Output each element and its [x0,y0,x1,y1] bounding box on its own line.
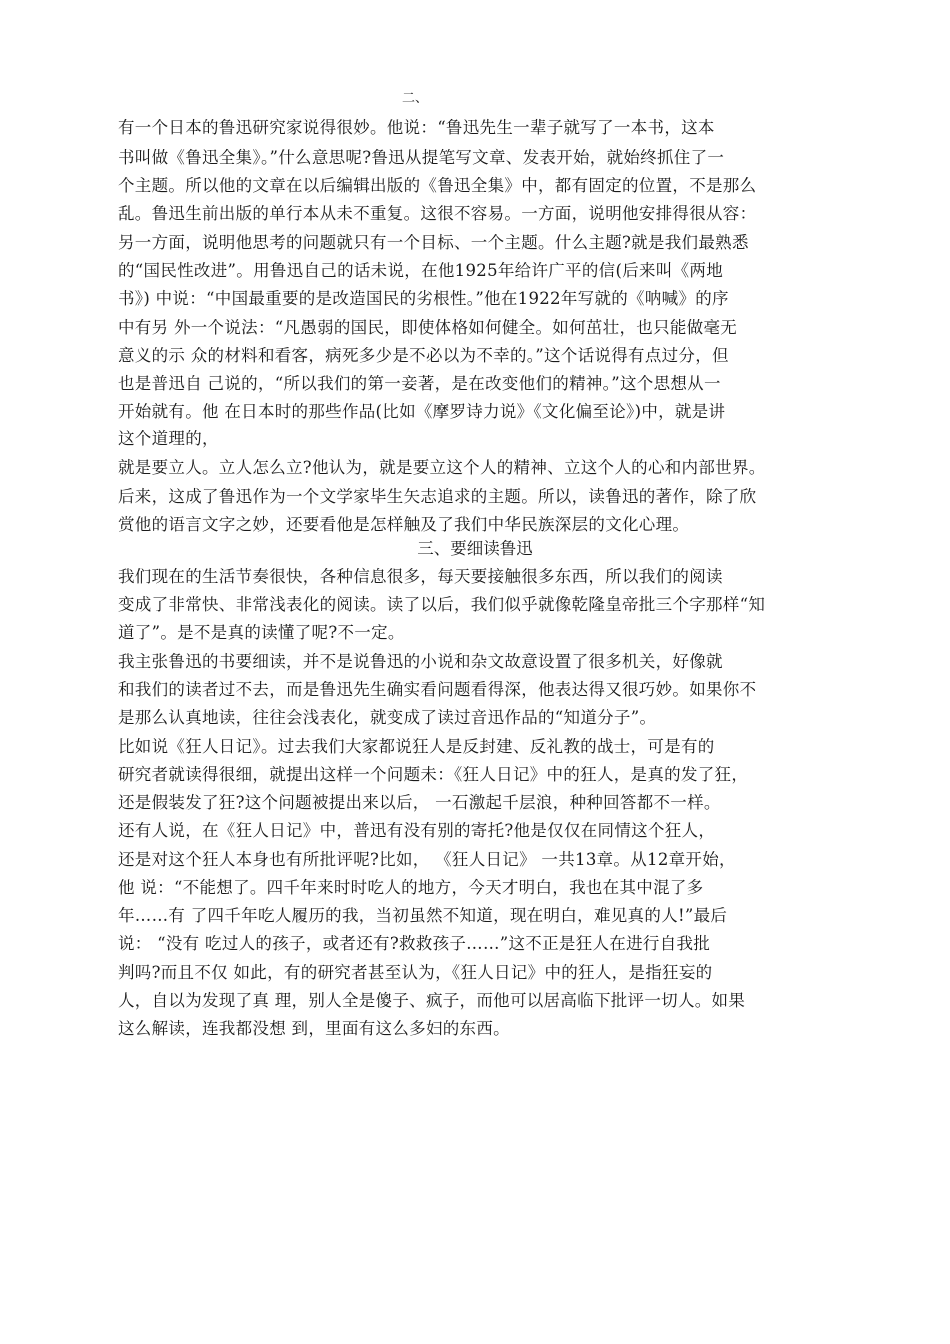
paragraph-line: 乱。鲁迅生前出版的单行本从未不重复。这很不容易。一方面，说明他安排得很从容： [118,204,757,223]
paragraph-line: 开始就有。他 在日本时的那些作品(比如《摩罗诗力说》《文化偏至论》)中，就是讲 [118,402,726,421]
paragraph-line: 中有另 外一个说法：“凡愚弱的国民，即使体格如何健全。如何茁壮，也只能做毫无 [118,318,738,337]
paragraph-line: 年……有 了四千年吃人履历的我，当初虽然不知道，现在明白，难见真的人!”最后 [118,906,728,925]
paragraph-line: 还有人说，在《狂人日记》中，普迅有没有别的寄托?他是仅仅在同情这个狂人， [118,821,716,840]
paragraph-line: 还是对这个狂人本身也有所批评呢?比如， 《狂人日记》 一共13章。从12章开始， [118,850,736,869]
section-2-heading: 二、 [401,91,428,106]
paragraph-line: 道了”。是不是真的读懂了呢?不一定。 [118,623,405,642]
paragraph-line: 这个道理的， [118,429,219,448]
paragraph-line: 比如说《狂人日记》。过去我们大家都说狂人是反封建、反礼教的战士，可是有的 [118,737,715,756]
paragraph-line: 就是要立人。立人怎么立?他认为，就是要立这个人的精神、立这个人的心和内部世界。 [118,458,766,477]
paragraph-line: 意义的示 众的材料和看客，病死多少是不必以为不幸的。”这个话说得有点过分，但 [118,346,729,365]
paragraph-line: 还是假装发了狂?这个问题被提出来以后， 一石激起千层浪，种种回答都不一样。 [118,793,721,812]
paragraph-line: 也是普迅自 己说的，“所以我们的第一妾著，是在改变他们的精神。”这个思想从一 [118,374,721,393]
paragraph-line: 赏他的语言文字之妙，还要看他是怎样触及了我们中华民族深层的文化心理。 [118,515,690,534]
paragraph-line: 的“国民性改进”。用鲁迅自己的话未说，在他1925年给许广平的信(后来叫《两地 [118,261,723,280]
paragraph-line: 书》) 中说：“中国最重要的是改造国民的劣根性。”他在1922年写就的《呐喊》的序 [118,289,729,308]
paragraph-line: 人，自以为发现了真 理，别人全是傻子、疯子，而他可以居高临下批评一切人。如果 [118,991,746,1010]
paragraph-line: 是那么认真地读，往往会浅表化，就变成了读过音迅作品的“知道分子”。 [118,708,657,727]
paragraph-line: 书叫做《鲁迅全集》。”什么意思呢?鲁迅从提笔写文章、发表开始，就始终抓住了一 [118,148,725,167]
paragraph-line: 这么解读，连我都没想 到，里面有这么多妇的东西。 [118,1019,510,1038]
paragraph-line: 后来，这成了鲁迅作为一个文学家毕生矢志追求的主题。所以，读鲁迅的著作，除了欣 [118,487,757,506]
paragraph-line: 我们现在的生活节奏很快，各种信息很多，每天要接触很多东西，所以我们的阅读 [118,567,723,586]
paragraph-line: 判吗?而且不仅 如此，有的研究者甚至认为，《狂人日记》中的狂人，是指狂妄的 [118,963,713,982]
paragraph-line: 他 说：“不能想了。四千年来时时吃人的地方，今天才明白，我也在其中混了多 [118,878,704,897]
section-3-heading: 三、要细读鲁迅 [417,539,533,558]
paragraph-line: 变成了非常快、非常浅表化的阅读。读了以后，我们似乎就像乾隆皇帝批三个字那样“知 [118,595,766,614]
paragraph-line: 个主题。所以他的文章在以后编辑出版的《鲁迅全集》中，都有固定的位置，不是那么 [118,176,757,195]
paragraph-line: 研究者就读得很细，就提出这样一个问题未：《狂人日记》中的狂人，是真的发了狂， [118,765,749,784]
paragraph-line: 说： “没有 吃过人的孩子，或者还有?救救孩子……”这不正是狂人在进行自我批 [118,934,711,953]
paragraph-line: 有一个日本的鲁迅研究家说得很妙。他说：“鲁迅先生一辈子就写了一本书，这本 [118,118,715,137]
paragraph-line: 和我们的读者过不去，而是鲁迅先生确实看问题看得深，他表达得又很巧妙。如果你不 [118,680,757,699]
paragraph-line: 另一方面，说明他思考的问题就只有一个目标、一个主题。什么主题?就是我们最熟悉 [118,233,749,252]
paragraph-line: 我主张鲁迅的书要细读，并不是说鲁迅的小说和杂文故意设置了很多机关，好像就 [118,652,723,671]
